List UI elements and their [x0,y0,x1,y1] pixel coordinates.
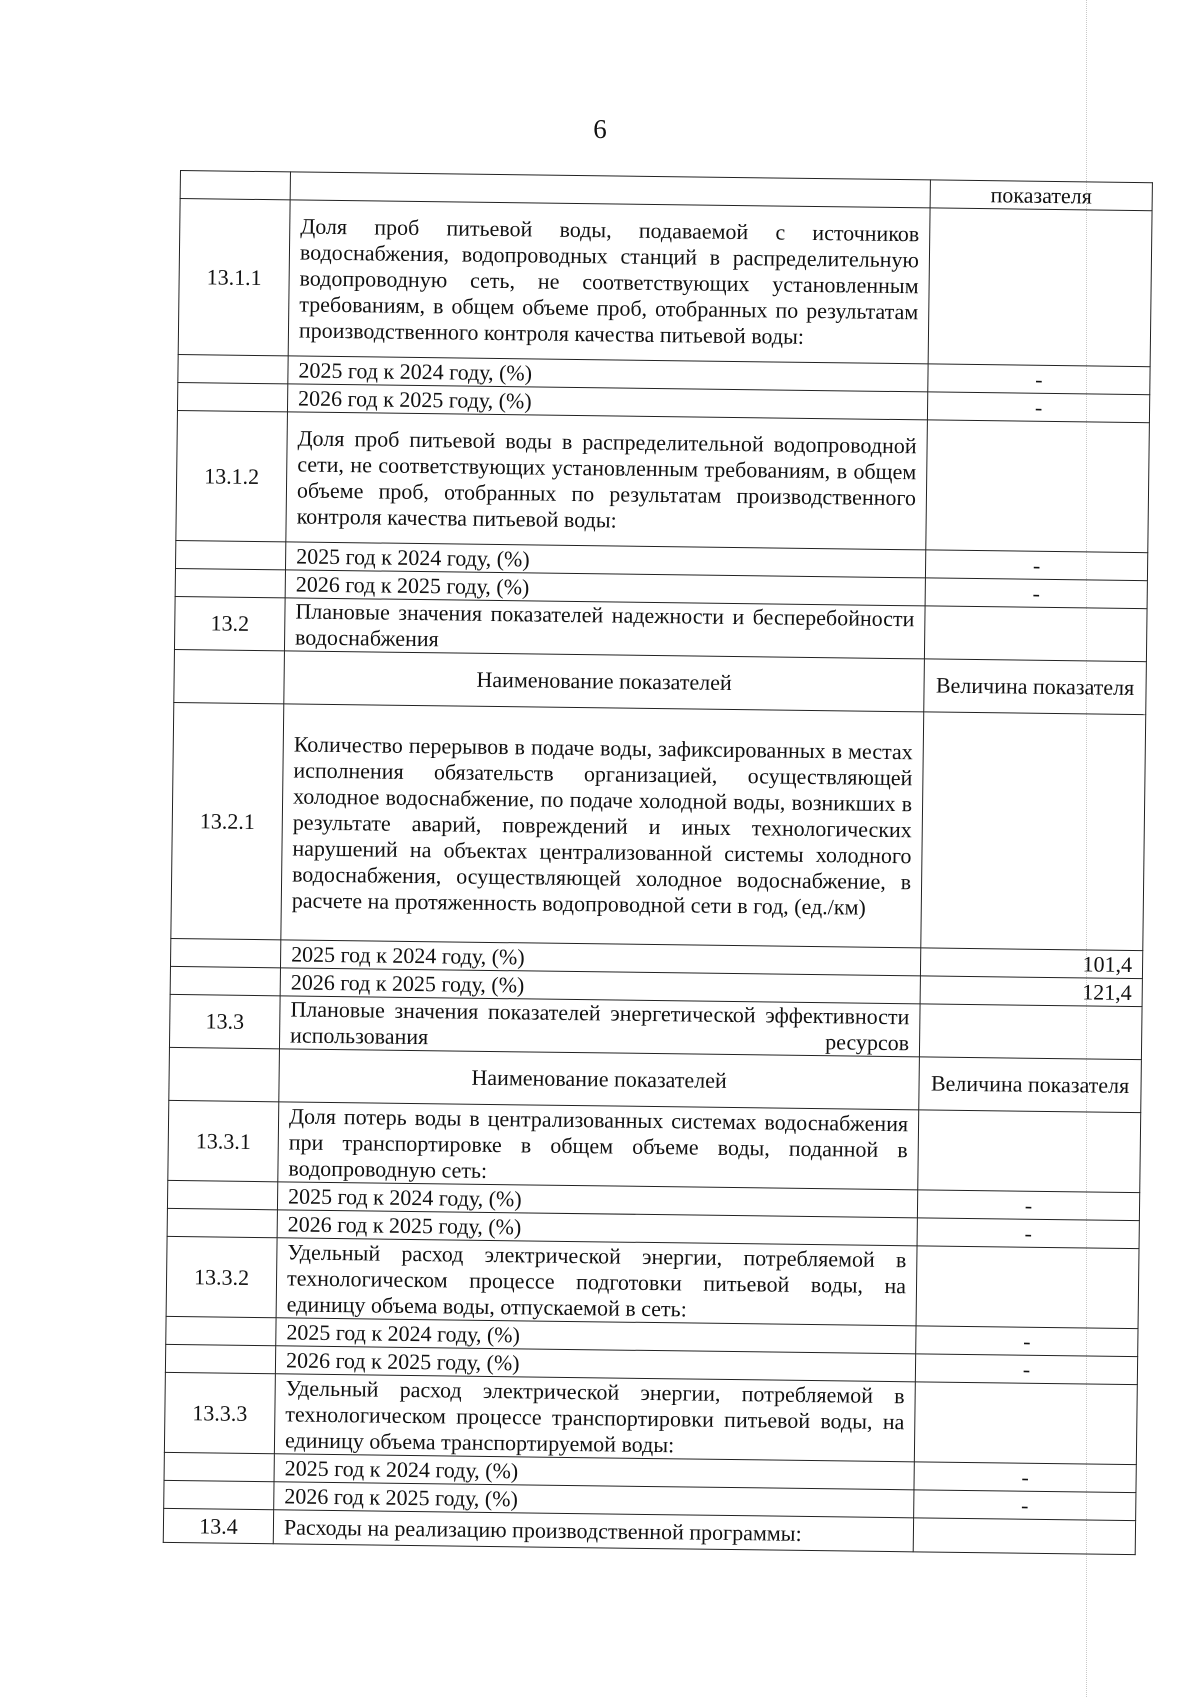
section-number: 13.3.3 [164,1372,275,1453]
value-cell [924,606,1147,662]
section-name: Расходы на реализацию производственной программы: [273,1510,913,1552]
value-cell [919,1004,1142,1060]
period-value: 101,4 [920,948,1142,979]
period-label: 2025 год к 2024 году, (%) [288,356,928,392]
period-value: - [916,1326,1138,1357]
period-label: 2025 год к 2024 году, (%) [276,1318,916,1354]
period-label: 2025 год к 2024 году, (%) [280,940,920,976]
section-number: 13.1.1 [178,199,290,356]
table-row [178,199,1152,367]
number-cell [167,1208,277,1237]
number-cell [164,1480,274,1509]
section-number: 13.2.1 [171,702,284,939]
value-cell [926,420,1150,553]
period-label: 2026 год к 2025 году, (%) [275,1346,915,1382]
section-name: Доля потерь воды в централизованных системах водоснабжения при транспортировке в общем объеме воды, поданной в водопроводную сеть: [278,1102,919,1190]
section-number: 13.2 [174,596,285,650]
table-row [166,1236,1139,1328]
section-number: 13.4 [163,1508,273,1543]
section-name: Плановые значения показателей энергетической эффективности использования ресурсов [279,996,920,1057]
period-label: 2026 год к 2025 году, (%) [280,968,920,1004]
period-value: - [927,392,1149,423]
section-name: Доля проб питьевой воды в распределительной водопроводной сети, не соответствующих установленным требованиям, в общем объеме проб, отобранных по результатам производственного контроля качества питьевой воды: [286,412,928,550]
period-label: 2025 год к 2024 году, (%) [274,1454,914,1490]
page-number: 6 [593,114,607,144]
period-label: 2025 год к 2024 году, (%) [285,542,925,578]
value-cell [914,1382,1137,1465]
period-label: 2026 год к 2025 году, (%) [287,384,927,420]
period-value: - [925,550,1147,581]
number-cell [175,568,285,597]
period-value: - [928,364,1150,395]
number-cell [174,649,285,703]
column-header-name: Наименование показателей [284,651,925,712]
value-cell [928,208,1152,367]
number-cell [170,938,280,967]
section-name: Количество перерывов в подаче воды, зафиксированных в местах исполнения обязательств организацией, осуществляющей холодное водоснабжение, по подаче холодной воды, возникших в результате аварий, повреждений и иных технологических нарушений на объектах централизованной системы холодного водоснабжения, осуществляющей холодное водоснабжение, в расчете на протяженность водопроводной сети в год, (ед./км) [281,704,924,948]
period-label: 2025 год к 2024 году, (%) [277,1182,917,1218]
table-row [176,410,1150,552]
period-value: - [917,1218,1139,1249]
period-label: 2026 год к 2025 году, (%) [274,1482,914,1518]
number-cell [169,1047,280,1101]
value-cell [913,1518,1135,1555]
value-cell [921,712,1146,951]
number-cell [180,171,290,200]
column-header-value: Величина показателя [924,659,1147,715]
period-value: - [914,1462,1136,1493]
period-value: - [914,1490,1136,1521]
number-cell [167,1180,277,1209]
section-name: Удельный расход электрической энергии, потребляемой в технологическом процессе транспортировки питьевой воды, на единицу объема транспортируемой воды: [274,1374,915,1462]
value-header-cell: показателя [930,180,1152,211]
section-number: 13.3.2 [166,1236,277,1317]
table-row [168,1100,1141,1192]
section-number: 13.3 [169,994,280,1048]
number-cell [165,1344,275,1373]
table-row [171,702,1146,950]
value-cell [916,1246,1139,1329]
period-value: - [925,578,1147,609]
column-header-value: Величина показателя [919,1057,1142,1113]
number-cell [175,540,285,569]
number-cell [178,354,288,383]
value-cell [918,1110,1141,1193]
table-row [164,1372,1137,1464]
section-name: Доля проб питьевой воды, подаваемой с источников водоснабжения, водопроводных станций в распределительную водопроводную сеть, не соответствующих установленным требованиям, в общем объеме проб, отобранных по результатам производственного контроля качества питьевой воды: [288,200,930,364]
section-name: Удельный расход электрической энергии, потребляемой в технологическом процессе подготовки питьевой воды, на единицу объема воды, отпускаемой в сеть: [276,1238,917,1326]
period-label: 2026 год к 2025 году, (%) [277,1210,917,1246]
period-label: 2026 год к 2025 году, (%) [285,570,925,606]
number-cell [164,1452,274,1481]
number-cell [177,382,287,411]
column-header-name: Наименование показателей [279,1049,920,1110]
section-name: Плановые значения показателей надежности и бесперебойности водоснабжения [284,598,925,659]
period-value: 121,4 [920,976,1142,1007]
indicators-table [163,170,1153,1555]
period-value: - [915,1354,1137,1385]
section-number: 13.1.2 [176,410,288,541]
period-value: - [917,1190,1139,1221]
section-number: 13.3.1 [168,1100,279,1181]
number-cell [170,966,280,995]
number-cell [166,1316,276,1345]
